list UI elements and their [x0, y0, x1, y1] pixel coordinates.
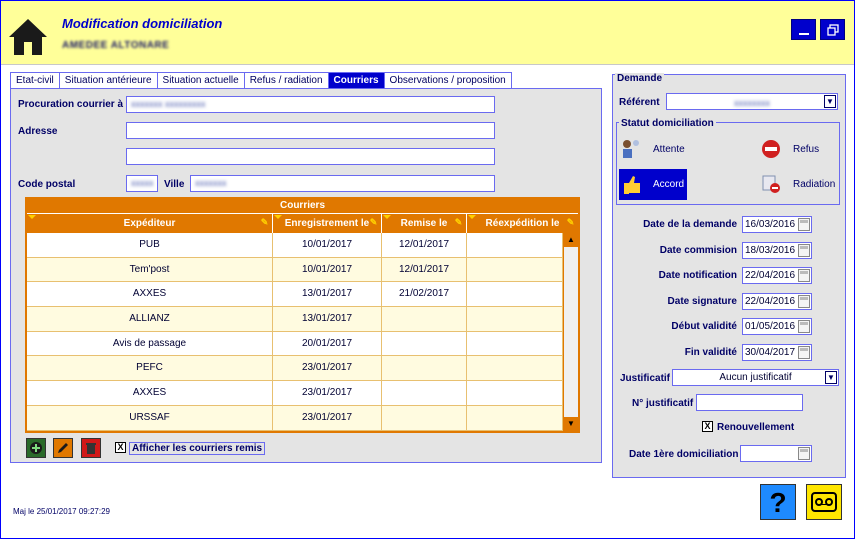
date-commision-value: 18/03/2016	[745, 245, 796, 256]
table-cell	[467, 258, 563, 282]
date-premiere-label: Date 1ère domiciliation	[629, 449, 739, 460]
minimize-icon	[798, 24, 810, 36]
table-row[interactable]	[27, 332, 563, 357]
home-icon[interactable]	[7, 17, 49, 57]
sort-indicator-icon	[28, 215, 36, 219]
statut-radiation-option[interactable]	[760, 169, 836, 199]
question-mark-icon	[764, 487, 792, 517]
tab-etat-civil[interactable]: Etat-civil	[10, 72, 60, 89]
date-commision-input[interactable]	[742, 242, 812, 259]
table-cell: Tem'post	[27, 258, 273, 282]
referent-select[interactable]	[666, 93, 838, 110]
table-cell: 20/01/2017	[273, 332, 382, 356]
tab-refus-radiation[interactable]: Refus / radiation	[244, 72, 329, 89]
justificatif-value: Aucun justificatif	[719, 372, 792, 383]
courriers-table	[25, 197, 580, 433]
date-commision-label: Date commision	[659, 245, 737, 256]
help-button[interactable]	[760, 484, 796, 520]
thumbs-up-icon	[621, 174, 643, 196]
show-delivered-label[interactable]: Afficher les courriers remis	[129, 442, 265, 455]
referent-value: xxxxxxxx	[734, 98, 770, 108]
calendar-icon[interactable]	[798, 218, 810, 231]
table-cell: 13/01/2017	[273, 282, 382, 306]
date-demande-label: Date de la demande	[643, 219, 737, 230]
sort-indicator-icon	[383, 215, 391, 219]
date-signature-label: Date signature	[667, 296, 737, 307]
search-key-icon[interactable]: ✎	[454, 217, 463, 227]
table-cell: 23/01/2017	[273, 406, 382, 430]
person-name: AMEDEE ALTONARE	[62, 40, 170, 51]
table-header	[27, 213, 578, 233]
column-header-remise[interactable]	[382, 214, 467, 233]
table-row[interactable]	[27, 406, 563, 431]
no-entry-icon	[760, 138, 782, 160]
code-postal-label: Code postal	[18, 179, 76, 190]
table-cell	[382, 356, 467, 380]
table-cell	[382, 406, 467, 430]
statut-accord-option[interactable]	[619, 169, 687, 200]
table-cell: 12/01/2017	[382, 258, 467, 282]
justificatif-label: Justificatif	[620, 373, 671, 384]
table-cell	[467, 307, 563, 331]
column-label: Enregistrement le	[284, 218, 370, 229]
table-cell	[467, 381, 563, 405]
chevron-down-icon[interactable]: ▼	[824, 95, 836, 108]
calendar-icon[interactable]	[798, 244, 810, 257]
fin-validite-value: 30/04/2017	[745, 347, 796, 358]
procuration-input[interactable]	[126, 96, 495, 113]
trash-icon	[84, 441, 98, 455]
debut-validite-label: Début validité	[671, 321, 737, 332]
table-cell: 23/01/2017	[273, 381, 382, 405]
table-cell: PUB	[27, 233, 273, 257]
statut-attente-label: Attente	[653, 143, 685, 155]
adresse-line1-input[interactable]	[126, 122, 495, 139]
num-justificatif-input[interactable]	[696, 394, 803, 411]
scroll-up-button[interactable]: ▲	[564, 233, 578, 247]
tab-bar	[10, 72, 511, 89]
add-icon	[29, 441, 43, 455]
table-cell: 23/01/2017	[273, 356, 382, 380]
num-justificatif-label: N° justificatif	[632, 398, 694, 409]
scroll-down-button[interactable]: ▼	[564, 417, 578, 431]
pencil-icon	[56, 441, 70, 455]
sort-indicator-icon	[468, 215, 476, 219]
statut-radiation-label: Radiation	[793, 178, 836, 190]
table-cell: ALLIANZ	[27, 307, 273, 331]
table-cell	[467, 332, 563, 356]
justificatif-select[interactable]	[672, 369, 839, 386]
table-cell: 10/01/2017	[273, 258, 382, 282]
voicemail-icon	[811, 492, 837, 512]
column-header-enregistrement[interactable]	[273, 214, 382, 233]
calendar-icon[interactable]	[798, 346, 810, 359]
table-body	[27, 233, 563, 431]
adresse-line2-input[interactable]	[126, 148, 495, 165]
voicemail-button[interactable]	[806, 484, 842, 520]
code-postal-input[interactable]	[126, 175, 158, 192]
statut-refus-option[interactable]	[760, 134, 834, 164]
table-cell	[467, 356, 563, 380]
table-cell	[382, 332, 467, 356]
table-cell: Avis de passage	[27, 332, 273, 356]
adresse-line2-value	[127, 149, 494, 153]
adresse-label: Adresse	[18, 126, 58, 137]
debut-validite-input[interactable]	[742, 318, 812, 335]
show-delivered-checkbox[interactable]: X	[115, 442, 126, 453]
add-courrier-button[interactable]	[26, 438, 46, 458]
svg-text:?: ?	[769, 487, 787, 517]
renouvellement-label[interactable]: Renouvellement	[717, 422, 795, 433]
last-modified-text: Maj le 25/01/2017 09:27:29	[13, 507, 110, 516]
table-cell	[467, 282, 563, 306]
restore-button[interactable]	[820, 19, 845, 40]
table-scrollbar[interactable]	[563, 233, 578, 431]
date-notification-label: Date notification	[658, 270, 737, 281]
page-title: Modification domiciliation	[62, 16, 223, 31]
table-cell: 21/02/2017	[382, 282, 467, 306]
calendar-icon[interactable]	[798, 269, 810, 282]
restore-icon	[827, 24, 839, 36]
search-key-icon[interactable]: ✎	[566, 217, 575, 227]
courriers-table-title: Courriers	[27, 199, 578, 213]
column-label: Réexpédition le	[485, 218, 560, 229]
table-cell: URSSAF	[27, 406, 273, 430]
date-premiere-input[interactable]	[740, 445, 812, 462]
table-row[interactable]	[27, 356, 563, 381]
delete-courrier-button[interactable]	[81, 438, 101, 458]
radiation-icon	[760, 173, 782, 195]
column-header-reexpedition[interactable]	[467, 214, 578, 233]
header-bar	[1, 1, 854, 65]
table-cell	[382, 307, 467, 331]
statut-group-title: Statut domiciliation	[621, 118, 714, 129]
column-label: Remise le	[400, 218, 448, 229]
date-notification-value: 22/04/2016	[745, 270, 796, 281]
table-row[interactable]	[27, 258, 563, 283]
calendar-icon[interactable]	[798, 447, 810, 460]
table-row[interactable]	[27, 233, 563, 258]
fin-validite-input[interactable]	[742, 344, 812, 361]
statut-attente-option[interactable]	[619, 134, 699, 164]
ville-input[interactable]	[190, 175, 495, 192]
adresse-line1-value	[127, 123, 494, 127]
tab-situation-anterieure[interactable]: Situation antérieure	[59, 72, 158, 89]
date-signature-value: 22/04/2016	[745, 296, 796, 307]
sort-indicator-icon	[274, 215, 282, 219]
calendar-icon[interactable]	[798, 295, 810, 308]
tab-observations[interactable]: Observations / proposition	[384, 72, 512, 89]
tab-situation-actuelle[interactable]: Situation actuelle	[157, 72, 245, 89]
procuration-value: xxxxxxx xxxxxxxxx	[131, 99, 206, 109]
ville-value: xxxxxxx	[195, 178, 227, 188]
table-row[interactable]	[27, 282, 563, 307]
table-cell: 13/01/2017	[273, 307, 382, 331]
table-row[interactable]	[27, 381, 563, 406]
table-cell: PEFC	[27, 356, 273, 380]
demande-group-title: Demande	[617, 73, 663, 84]
date-signature-input[interactable]	[742, 293, 812, 310]
table-cell	[467, 233, 563, 257]
search-key-icon[interactable]: ✎	[260, 217, 269, 227]
table-cell: 10/01/2017	[273, 233, 382, 257]
date-notification-input[interactable]	[742, 267, 812, 284]
date-demande-value: 16/03/2016	[745, 219, 796, 230]
referent-label: Référent	[619, 97, 660, 108]
table-cell: 12/01/2017	[382, 233, 467, 257]
chevron-down-icon[interactable]: ▼	[825, 371, 837, 384]
calendar-icon[interactable]	[798, 320, 810, 333]
code-postal-value: xxxxx	[131, 178, 154, 188]
tab-courriers[interactable]: Courriers	[328, 72, 385, 89]
minimize-button[interactable]	[791, 19, 816, 40]
column-label: Expéditeur	[123, 218, 176, 229]
table-cell: AXXES	[27, 381, 273, 405]
search-key-icon[interactable]: ✎	[369, 217, 378, 227]
statut-accord-label: Accord	[653, 179, 685, 190]
debut-validite-value: 01/05/2016	[745, 321, 796, 332]
fin-validite-label: Fin validité	[684, 347, 737, 358]
table-cell: AXXES	[27, 282, 273, 306]
statut-refus-label: Refus	[793, 143, 820, 155]
column-header-expediteur[interactable]	[27, 214, 273, 233]
procuration-label: Procuration courrier à	[18, 99, 124, 110]
table-row[interactable]	[27, 307, 563, 332]
person-wait-icon	[619, 138, 641, 160]
table-cell	[382, 381, 467, 405]
edit-courrier-button[interactable]	[53, 438, 73, 458]
date-demande-input[interactable]	[742, 216, 812, 233]
renouvellement-checkbox[interactable]: X	[702, 421, 713, 432]
ville-label: Ville	[164, 179, 185, 190]
table-cell	[467, 406, 563, 430]
